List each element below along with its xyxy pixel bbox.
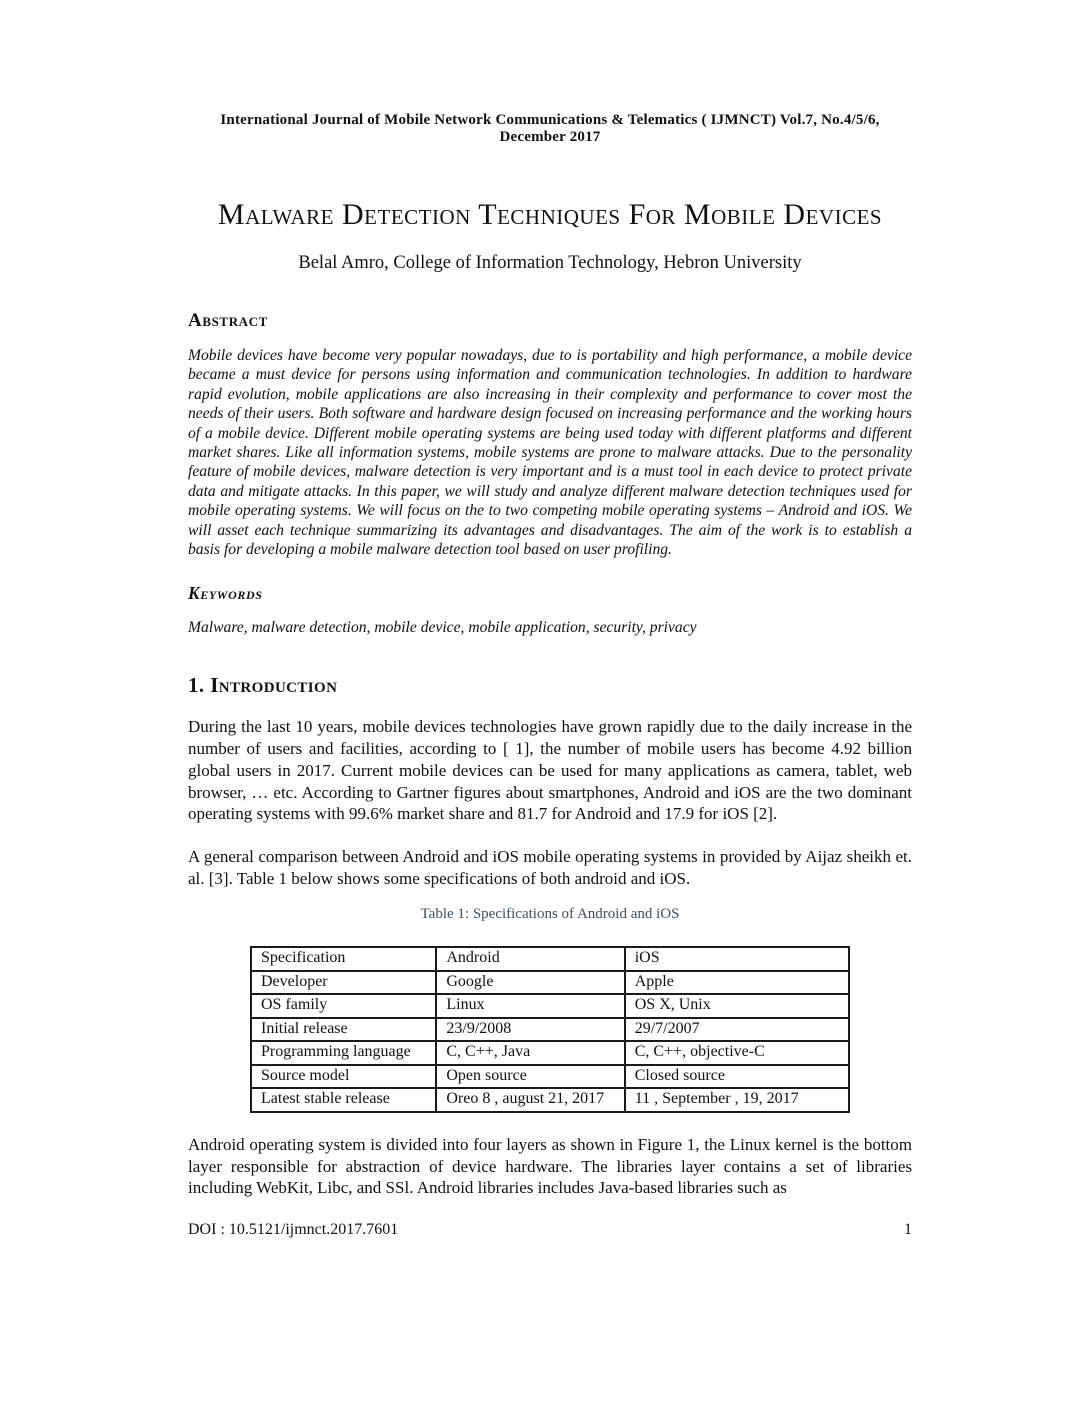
table-cell: OS family <box>251 994 436 1018</box>
android-layers-paragraph: Android operating system is divided into four layers as shown in Figure 1, the Linux kernel is the bottom layer responsible for abstraction of device hardware. The libraries layer contains a set of libraries including WebKit, Libc, and SSl. Android libraries includes Java-based libraries such as <box>188 1134 912 1198</box>
journal-header: International Journal of Mobile Network Communications & Telematics ( IJMNCT) Vol.7, No.4/5/6, December 2017 <box>220 112 880 145</box>
table-cell: OS X, Unix <box>625 994 849 1018</box>
specifications-table-body <box>251 947 849 1112</box>
footer-page-number: 1 <box>904 1221 912 1238</box>
table-cell: C, C++, objective-C <box>625 1041 849 1065</box>
table-cell: Programming language <box>251 1041 436 1065</box>
table-row <box>251 1041 849 1065</box>
table-row <box>251 994 849 1018</box>
table-cell: Source model <box>251 1065 436 1089</box>
introduction-heading: 1. Introduction <box>188 673 338 698</box>
table-cell: C, C++, Java <box>436 1041 624 1065</box>
table-row <box>251 947 849 971</box>
table-row <box>251 971 849 995</box>
specifications-table <box>250 946 850 1113</box>
table-cell: Specification <box>251 947 436 971</box>
keywords-text: Malware, malware detection, mobile device, mobile application, security, privacy <box>188 619 697 637</box>
introduction-paragraph-2: A general comparison between Android and iOS mobile operating systems in provided by Aijaz sheikh et. al. [3]. Table 1 below shows some specifications of both android and iOS. <box>188 846 912 888</box>
table-caption: Table 1: Specifications of Android and iOS <box>420 906 680 923</box>
table-row <box>251 1065 849 1089</box>
table-cell: Android <box>436 947 624 971</box>
introduction-paragraph-1: During the last 10 years, mobile devices technologies have grown rapidly due to the daily increase in the number of users and facilities, according to [ 1], the number of mobile users has become 4.92 billion global users in 2017. Current mobile devices can be used for many applications as camera, tablet, web browser, … etc. According to Gartner figures about smartphones, Android and iOS are the two dominant operating systems with 99.6% market share and 81.7 for Android and 17.9 for iOS [2]. <box>188 717 912 824</box>
table-cell: Open source <box>436 1065 624 1089</box>
abstract-heading: Abstract <box>188 310 268 331</box>
keywords-heading: Keywords <box>188 583 263 604</box>
abstract-text: Mobile devices have become very popular nowadays, due to is portability and high performance, a mobile device became a must device for persons using information and communication technologies. In addition to hardware rapid evolution, mobile applications are also increasing in their complexity and performance to cover most the needs of their users. Both software and hardware design focused on increasing performance and the working hours of a mobile device. Different mobile operating systems are being used today with different platforms and different market shares. Like all information systems, mobile systems are prone to malware attacks. Due to the personality feature of mobile devices, malware detection is very important and is a must tool in each device to protect private data and mitigate attacks. In this paper, we will study and analyze different malware detection techniques used for mobile operating systems. We will focus on the to two competing mobile operating systems – Android and iOS. We will asset each technique summarizing its advantages and disadvantages. The aim of the work is to establish a basis for developing a mobile malware detection tool based on user profiling. <box>188 347 912 559</box>
table-cell: 11 , September , 19, 2017 <box>625 1088 849 1112</box>
table-cell: Latest stable release <box>251 1088 436 1112</box>
paper-title: Malware Detection Techniques For Mobile Devices <box>217 198 883 231</box>
footer-doi: DOI : 10.5121/ijmnct.2017.7601 <box>188 1221 399 1238</box>
table-cell: Apple <box>625 971 849 995</box>
page-footer <box>188 1221 912 1239</box>
table-cell: Linux <box>436 994 624 1018</box>
table-cell: 29/7/2007 <box>625 1018 849 1042</box>
table-cell: Google <box>436 971 624 995</box>
table-cell: Developer <box>251 971 436 995</box>
table-row <box>251 1088 849 1112</box>
table-cell: Initial release <box>251 1018 436 1042</box>
table-cell: Oreo 8 , august 21, 2017 <box>436 1088 624 1112</box>
table-row <box>251 1018 849 1042</box>
paper-author: Belal Amro, College of Information Technology, Hebron University <box>298 253 802 273</box>
table-cell: 23/9/2008 <box>436 1018 624 1042</box>
table-cell: Closed source <box>625 1065 849 1089</box>
table-cell: iOS <box>625 947 849 971</box>
